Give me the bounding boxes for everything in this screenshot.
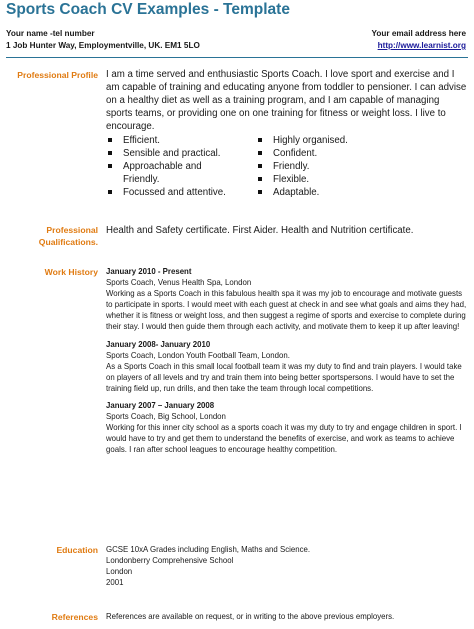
job-dates: January 2010 - Present <box>106 267 192 276</box>
bullet-icon <box>258 151 262 155</box>
bullet-icon <box>258 177 262 181</box>
bullet-icon <box>108 164 112 168</box>
profile-bullets <box>106 134 468 199</box>
website-link[interactable]: http://www.learnist.org <box>377 41 466 50</box>
address-line: 1 Job Hunter Way, Employmentville, UK. EM1 5LO <box>6 41 200 50</box>
bullet-icon <box>108 190 112 194</box>
bullet-list-left <box>106 134 256 199</box>
job-role: Sports Coach, Big School, London <box>106 412 226 422</box>
job-entry <box>106 400 468 455</box>
qualifications-text: Health and Safety certificate. First Aider. Health and Nutrition certificate. <box>106 225 414 236</box>
job-entry <box>106 266 468 333</box>
profile-content <box>106 68 468 199</box>
education-line: GCSE 10xA Grades including English, Maths and Science. <box>106 545 311 554</box>
bullet-item: Adaptable. <box>256 186 406 199</box>
education-content <box>106 544 468 588</box>
web-contact-block <box>372 28 467 52</box>
bullet-item: Approachable and Friendly. <box>106 160 233 186</box>
references-label: References <box>51 612 98 622</box>
references-text: References are available on request, or in writing to the above previous employers. <box>106 612 395 621</box>
page-title: Sports Coach CV Examples - Template <box>6 1 290 18</box>
email-line: Your email address here <box>371 29 466 38</box>
qualifications-label: Professional Qualifications. <box>38 225 98 247</box>
job-dates: January 2008- January 2010 <box>106 339 211 349</box>
bullet-icon <box>258 190 262 194</box>
bullet-item: Efficient. <box>106 134 256 147</box>
work-history-content <box>106 266 468 462</box>
profile-text: I am a time served and enthusiastic Sports Coach. I love sport and exercise and I am capable of training and educating anyone from toddler to pensioner. I can advise on a healthy diet as well as a training program, and I am capable of managing sports teams, or providing one on one training for fitness or weight loss. I live to encourage. <box>106 69 467 132</box>
bullet-item: Friendly. <box>256 160 406 173</box>
bullet-item: Highly organised. <box>256 134 406 147</box>
education-label: Education <box>56 545 98 555</box>
bullet-icon <box>258 138 262 142</box>
name-phone-line: Your name -tel number <box>6 29 95 38</box>
job-role: Sports Coach, London Youth Football Team, London. <box>106 350 290 360</box>
job-description: Working as a Sports Coach in this fabulous health spa it was my job to encourage and motivate guests to participate in sports. I would meet with each guest at check in and see what goals and aims they had, whether it is fitness or weight loss, and then suggest a regime of sports and exercise to complete during their stay. I would then guide them through each activity, and motivate them to keep it up after leaving! <box>106 289 467 332</box>
education-line: London <box>106 567 133 577</box>
contact-block <box>6 28 200 52</box>
profile-label: Professional Profile <box>17 70 98 80</box>
header-divider <box>6 57 468 58</box>
job-entry <box>106 339 468 394</box>
bullet-icon <box>108 151 112 155</box>
bullet-list-right <box>256 134 406 199</box>
bullet-item: Focussed and attentive. <box>106 186 256 199</box>
education-line: 2001 <box>106 578 124 588</box>
education-line: Londonberry Comprehensive School <box>106 556 234 566</box>
job-description: As a Sports Coach in this small local football team it was my duty to find and train players. I would take on players of all levels and try and train them into being better sportspersons. I would have to set the training field up, run drills, and then take the team through local competitions. <box>106 361 462 393</box>
work-history-label: Work History <box>44 267 98 277</box>
bullet-icon <box>258 164 262 168</box>
bullet-item: Confident. <box>256 147 406 160</box>
job-role: Sports Coach, Venus Health Spa, London <box>106 278 252 288</box>
job-dates: January 2007 – January 2008 <box>106 401 215 411</box>
bullet-icon <box>108 138 112 142</box>
bullet-item: Flexible. <box>256 173 406 186</box>
bullet-item: Sensible and practical. <box>106 147 256 160</box>
job-description: Working for this inner city school as a sports coach it was my duty to try and engage children in sport. I would have to try and get them to understand the benefits of exercise, and work as teams to achieve goals. I ran after school leagues to encourage healthy competition. <box>106 423 462 455</box>
